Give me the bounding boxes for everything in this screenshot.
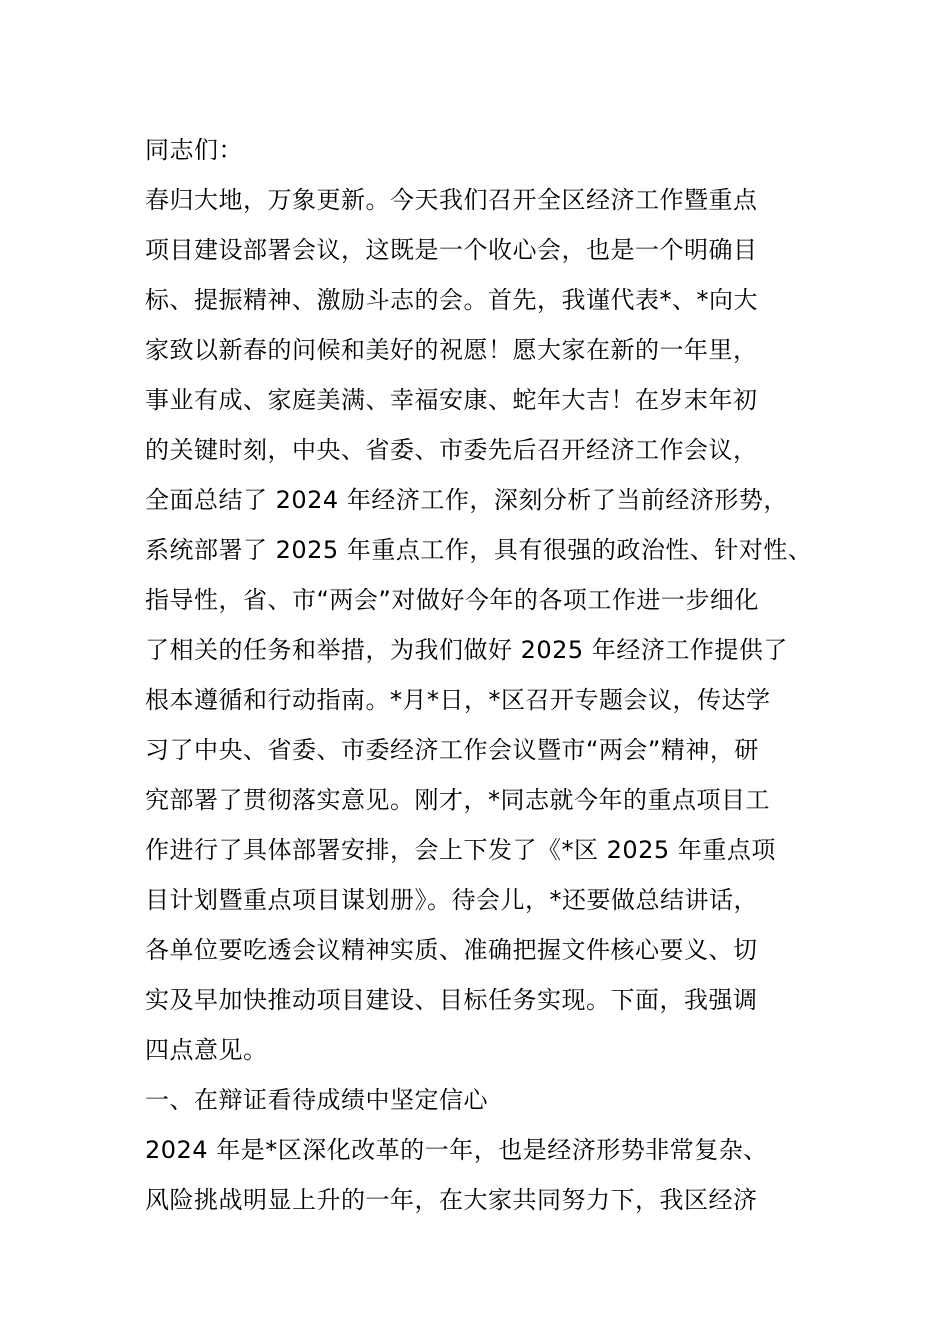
- paragraph-line: 2024 年是*区深化改革的一年，也是经济形势非常复杂、: [145, 1136, 768, 1164]
- paragraph-line: 标、提振精神、激励斗志的会。首先，我谨代表*、*向大: [145, 286, 758, 314]
- paragraph-line: 了相关的任务和举措，为我们做好 2025 年经济工作提供了: [145, 636, 788, 664]
- paragraph-line: 事业有成、家庭美满、幸福安康、蛇年大吉！在岁末年初: [145, 386, 758, 414]
- paragraph-line: 四点意见。: [145, 1036, 268, 1064]
- paragraph-line: 的关键时刻，中央、省委、市委先后召开经济工作会议，: [145, 436, 758, 464]
- paragraph-line: 风险挑战明显上升的一年，在大家共同努力下，我区经济: [145, 1186, 758, 1214]
- paragraph-line: 项目建设部署会议，这既是一个收心会，也是一个明确目: [145, 236, 758, 264]
- paragraph-line: 实及早加快推动项目建设、目标任务实现。下面，我强调: [145, 986, 758, 1014]
- paragraph-line: 各单位要吃透会议精神实质、准确把握文件核心要义、切: [145, 936, 758, 964]
- paragraph-line: 究部署了贯彻落实意见。刚才，*同志就今年的重点项目工: [145, 786, 770, 814]
- paragraph-line: 作进行了具体部署安排，会上下发了《*区 2025 年重点项: [145, 836, 776, 864]
- paragraph-line: 指导性，省、市“两会”对做好今年的各项工作进一步细化: [145, 586, 759, 614]
- paragraph-line: 习了中央、省委、市委经济工作会议暨市“两会”精神，研: [145, 736, 759, 764]
- section-heading: 一、在辩证看待成绩中坚定信心: [145, 1086, 488, 1114]
- paragraph-line: 根本遵循和行动指南。*月*日，*区召开专题会议，传达学: [145, 686, 771, 714]
- paragraph-line: 全面总结了 2024 年经济工作，深刻分析了当前经济形势，: [145, 486, 788, 514]
- paragraph-line: 目计划暨重点项目谋划册》。待会儿，*还要做总结讲话，: [145, 886, 758, 914]
- paragraph-line: 系统部署了 2025 年重点工作，具有很强的政治性、针对性、: [145, 536, 813, 564]
- paragraph-line: 家致以新春的问候和美好的祝愿！愿大家在新的一年里，: [145, 336, 758, 364]
- greeting: 同志们：: [145, 136, 243, 164]
- paragraph-line: 春归大地，万象更新。今天我们召开全区经济工作暨重点: [145, 186, 758, 214]
